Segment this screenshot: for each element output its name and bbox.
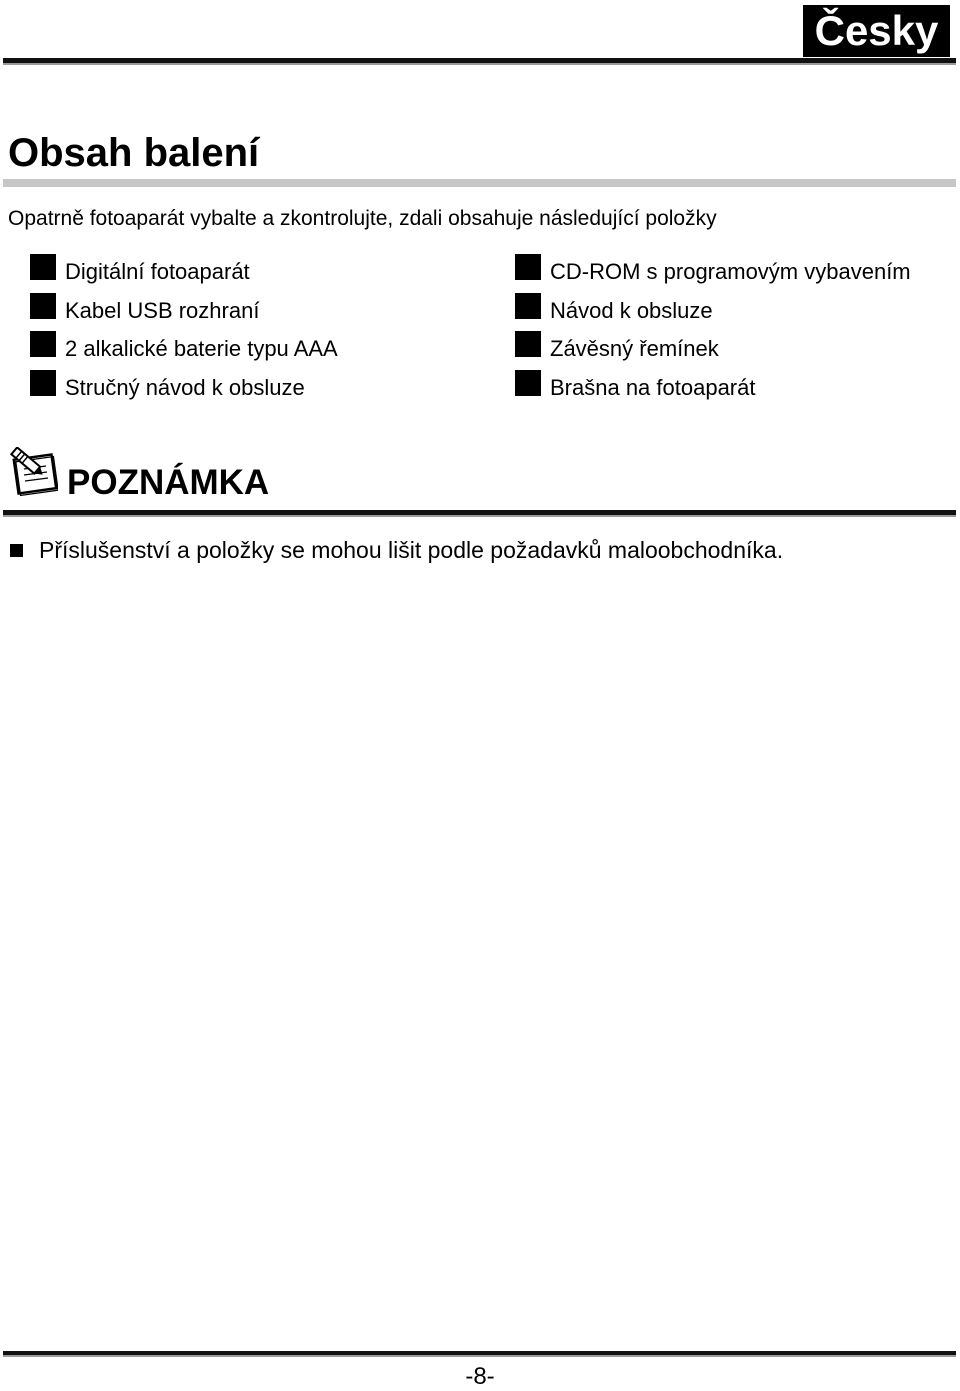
square-bullet-icon: [515, 254, 541, 280]
list-item-label: Kabel USB rozhraní: [65, 297, 260, 323]
square-bullet-icon: [30, 254, 56, 280]
square-bullet-icon: [30, 293, 56, 319]
list-item-label: Návod k obsluze: [550, 297, 713, 323]
square-bullet-icon: [10, 544, 23, 557]
note-text: Příslušenství a položky se mohou lišit podle požadavků maloobchodníka.: [39, 537, 784, 563]
square-bullet-icon: [515, 293, 541, 319]
list-item-label: Digitální fotoaparát: [65, 259, 250, 284]
footer-rule: [3, 1351, 956, 1355]
header-rule: [3, 58, 956, 63]
list-item-label: 2 alkalické baterie typu AAA: [65, 336, 338, 361]
list-item-label: Závěsný řemínek: [550, 336, 719, 361]
section-rule: [3, 179, 956, 187]
note-title: POZNÁMKA: [67, 463, 270, 502]
note-rule: [3, 510, 956, 515]
square-bullet-icon: [30, 370, 56, 396]
list-item-label: CD-ROM s programovým vybavením: [550, 259, 911, 284]
page-number: -8-: [465, 1363, 495, 1390]
section-title: Obsah balení: [8, 131, 260, 175]
list-item-label: Brašna na fotoaparát: [550, 374, 756, 400]
square-bullet-icon: [515, 370, 541, 396]
intro-text: Opatrně fotoaparát vybalte a zkontrolujte, zdali obsahuje následující položky: [8, 207, 717, 230]
square-bullet-icon: [30, 331, 56, 357]
square-bullet-icon: [515, 331, 541, 357]
language-tab: Česky: [803, 5, 950, 57]
note-pencil-icon: [6, 447, 58, 497]
list-item-label: Stručný návod k obsluze: [65, 374, 305, 400]
